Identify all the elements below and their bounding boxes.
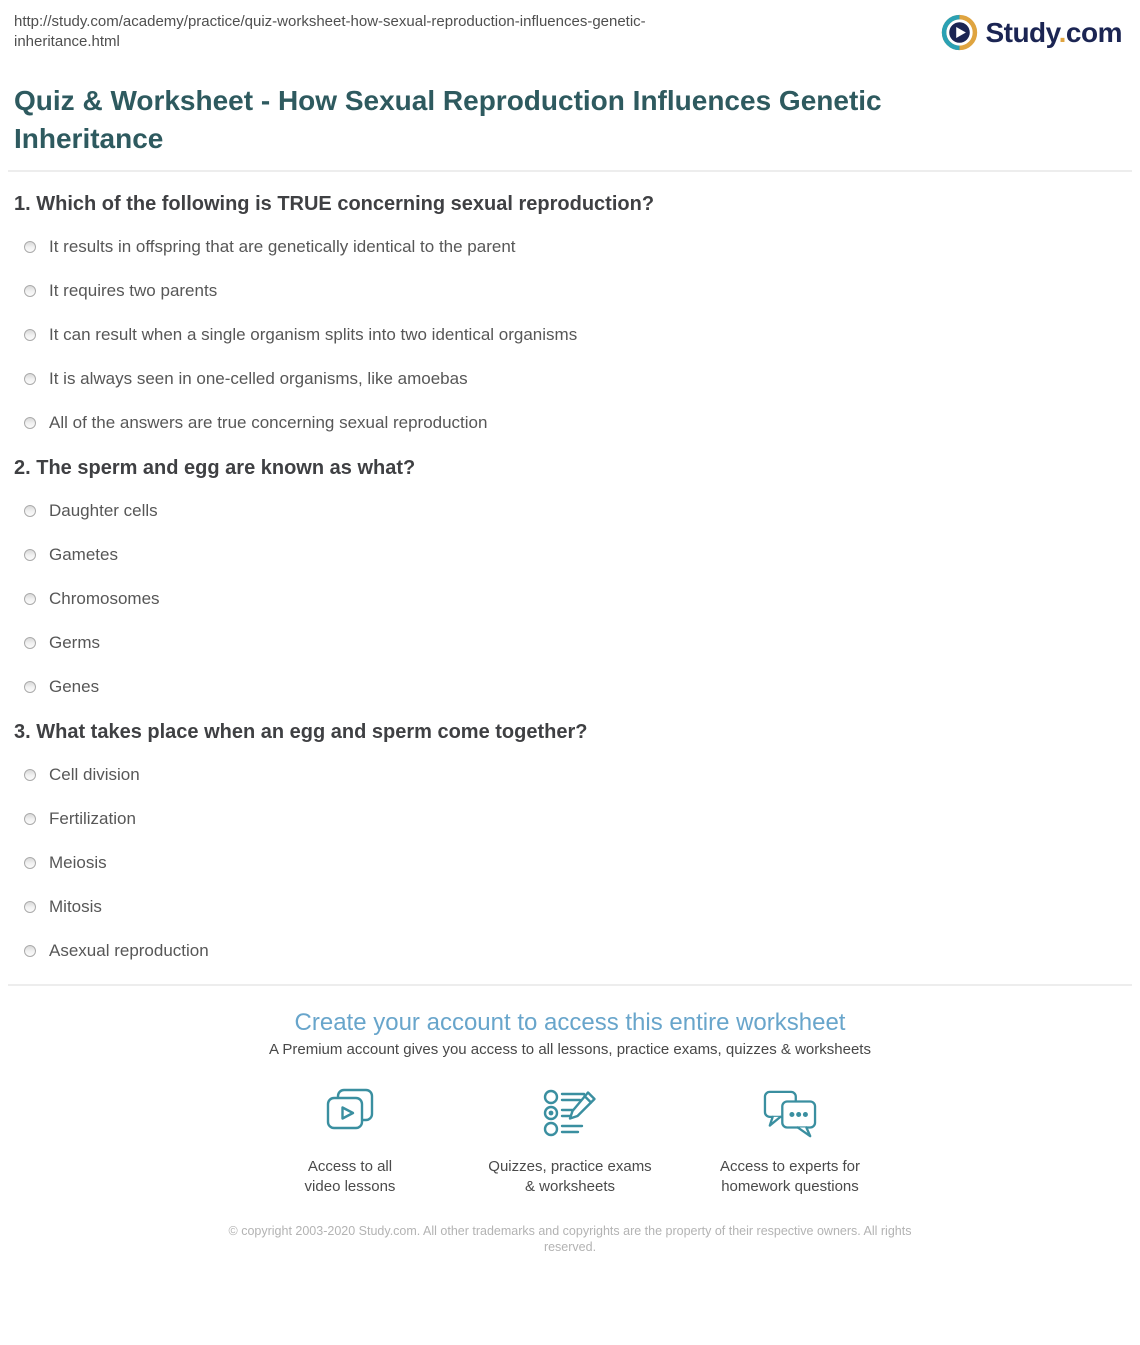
radio-button-icon[interactable]	[24, 241, 36, 253]
studycom-logo-icon	[941, 14, 978, 51]
answer-option-label[interactable]: It is always seen in one-celled organisms, like amoebas	[49, 369, 468, 388]
feature-caption: Access to experts for homework questions	[719, 1158, 861, 1195]
feature-caption: Access to all video lessons	[304, 1158, 396, 1195]
page-title: Quiz & Worksheet - How Sexual Reproduction Influences Genetic Inheritance	[14, 85, 882, 154]
radio-button-icon[interactable]	[24, 945, 36, 957]
radio-button-icon[interactable]	[24, 857, 36, 869]
radio-button-icon[interactable]	[24, 813, 36, 825]
answer-option-label[interactable]: It can result when a single organism splits into two identical organisms	[49, 325, 578, 344]
quiz-checklist-icon	[541, 1088, 599, 1140]
signup-section	[0, 1008, 1140, 1197]
question-2	[14, 456, 1126, 698]
question-heading: 1. Which of the following is TRUE concerning sexual reproduction?	[14, 193, 655, 215]
question-heading: 2. The sperm and egg are known as what?	[14, 457, 416, 479]
answer-option[interactable]	[24, 500, 1126, 522]
radio-button-icon[interactable]	[24, 769, 36, 781]
answer-option-label[interactable]: Meiosis	[49, 853, 107, 872]
radio-button-icon[interactable]	[24, 549, 36, 561]
feature-quizzes-worksheets	[460, 1088, 680, 1197]
create-account-link[interactable]: Create your account to access this entire worksheet	[294, 1009, 846, 1036]
answer-option[interactable]	[24, 808, 1126, 830]
feature-video-lessons	[240, 1088, 460, 1197]
radio-button-icon[interactable]	[24, 505, 36, 517]
radio-button-icon[interactable]	[24, 901, 36, 913]
feature-expert-help	[680, 1088, 900, 1197]
answer-option[interactable]	[24, 764, 1126, 786]
feature-caption: Quizzes, practice exams & worksheets	[488, 1158, 652, 1195]
radio-button-icon[interactable]	[24, 417, 36, 429]
page-header	[0, 0, 1140, 52]
answer-option-label[interactable]: It results in offspring that are genetically identical to the parent	[49, 237, 516, 256]
answer-option-label[interactable]: Genes	[49, 677, 100, 696]
answer-option[interactable]	[24, 588, 1126, 610]
answer-option[interactable]	[24, 940, 1126, 962]
radio-button-icon[interactable]	[24, 593, 36, 605]
radio-button-icon[interactable]	[24, 681, 36, 693]
logo-gold-dot: .	[1058, 16, 1066, 48]
radio-button-icon[interactable]	[24, 285, 36, 297]
answer-option[interactable]	[24, 280, 1126, 302]
divider-bottom	[8, 984, 1132, 986]
studycom-logo[interactable]	[941, 14, 1122, 51]
radio-button-icon[interactable]	[24, 329, 36, 341]
answer-option[interactable]	[24, 324, 1126, 346]
answer-option-label[interactable]: It requires two parents	[49, 281, 218, 300]
divider-top	[8, 170, 1132, 172]
answer-option-label[interactable]: Fertilization	[49, 809, 136, 828]
studycom-logo-text: Study.com	[985, 16, 1122, 48]
answer-option-label[interactable]: Gametes	[49, 545, 118, 564]
answer-option[interactable]	[24, 368, 1126, 390]
answer-option[interactable]	[24, 896, 1126, 918]
signup-subheading: A Premium account gives you access to all lessons, practice exams, quizzes & worksheets	[269, 1041, 871, 1058]
answer-option-label[interactable]: All of the answers are true concerning sexual reproduction	[49, 413, 488, 432]
answer-option[interactable]	[24, 632, 1126, 654]
chat-experts-icon	[760, 1088, 820, 1140]
radio-button-icon[interactable]	[24, 373, 36, 385]
answer-option[interactable]	[24, 544, 1126, 566]
page-url: http://study.com/academy/practice/quiz-worksheet-how-sexual-reproduction-influences-genetic-inheritance.html	[14, 13, 646, 50]
question-heading: 3. What takes place when an egg and sperm come together?	[14, 721, 588, 743]
answer-option-label[interactable]: Chromosomes	[49, 589, 160, 608]
answer-option[interactable]	[24, 236, 1126, 258]
question-1	[14, 192, 1126, 434]
answer-option-label[interactable]: Asexual reproduction	[49, 941, 209, 960]
answer-option-label[interactable]: Daughter cells	[49, 501, 158, 520]
answer-option[interactable]	[24, 412, 1126, 434]
answer-option-label[interactable]: Germs	[49, 633, 100, 652]
feature-list	[0, 1088, 1140, 1197]
question-3	[14, 720, 1126, 962]
answer-option-label[interactable]: Cell division	[49, 765, 140, 784]
copyright-text: © copyright 2003-2020 Study.com. All other trademarks and copyrights are the property of their respective owners. All rights reserved.	[228, 1224, 912, 1254]
video-lessons-icon	[322, 1088, 378, 1140]
answer-option[interactable]	[24, 676, 1126, 698]
radio-button-icon[interactable]	[24, 637, 36, 649]
answer-option[interactable]	[24, 852, 1126, 874]
answer-option-label[interactable]: Mitosis	[49, 897, 102, 916]
